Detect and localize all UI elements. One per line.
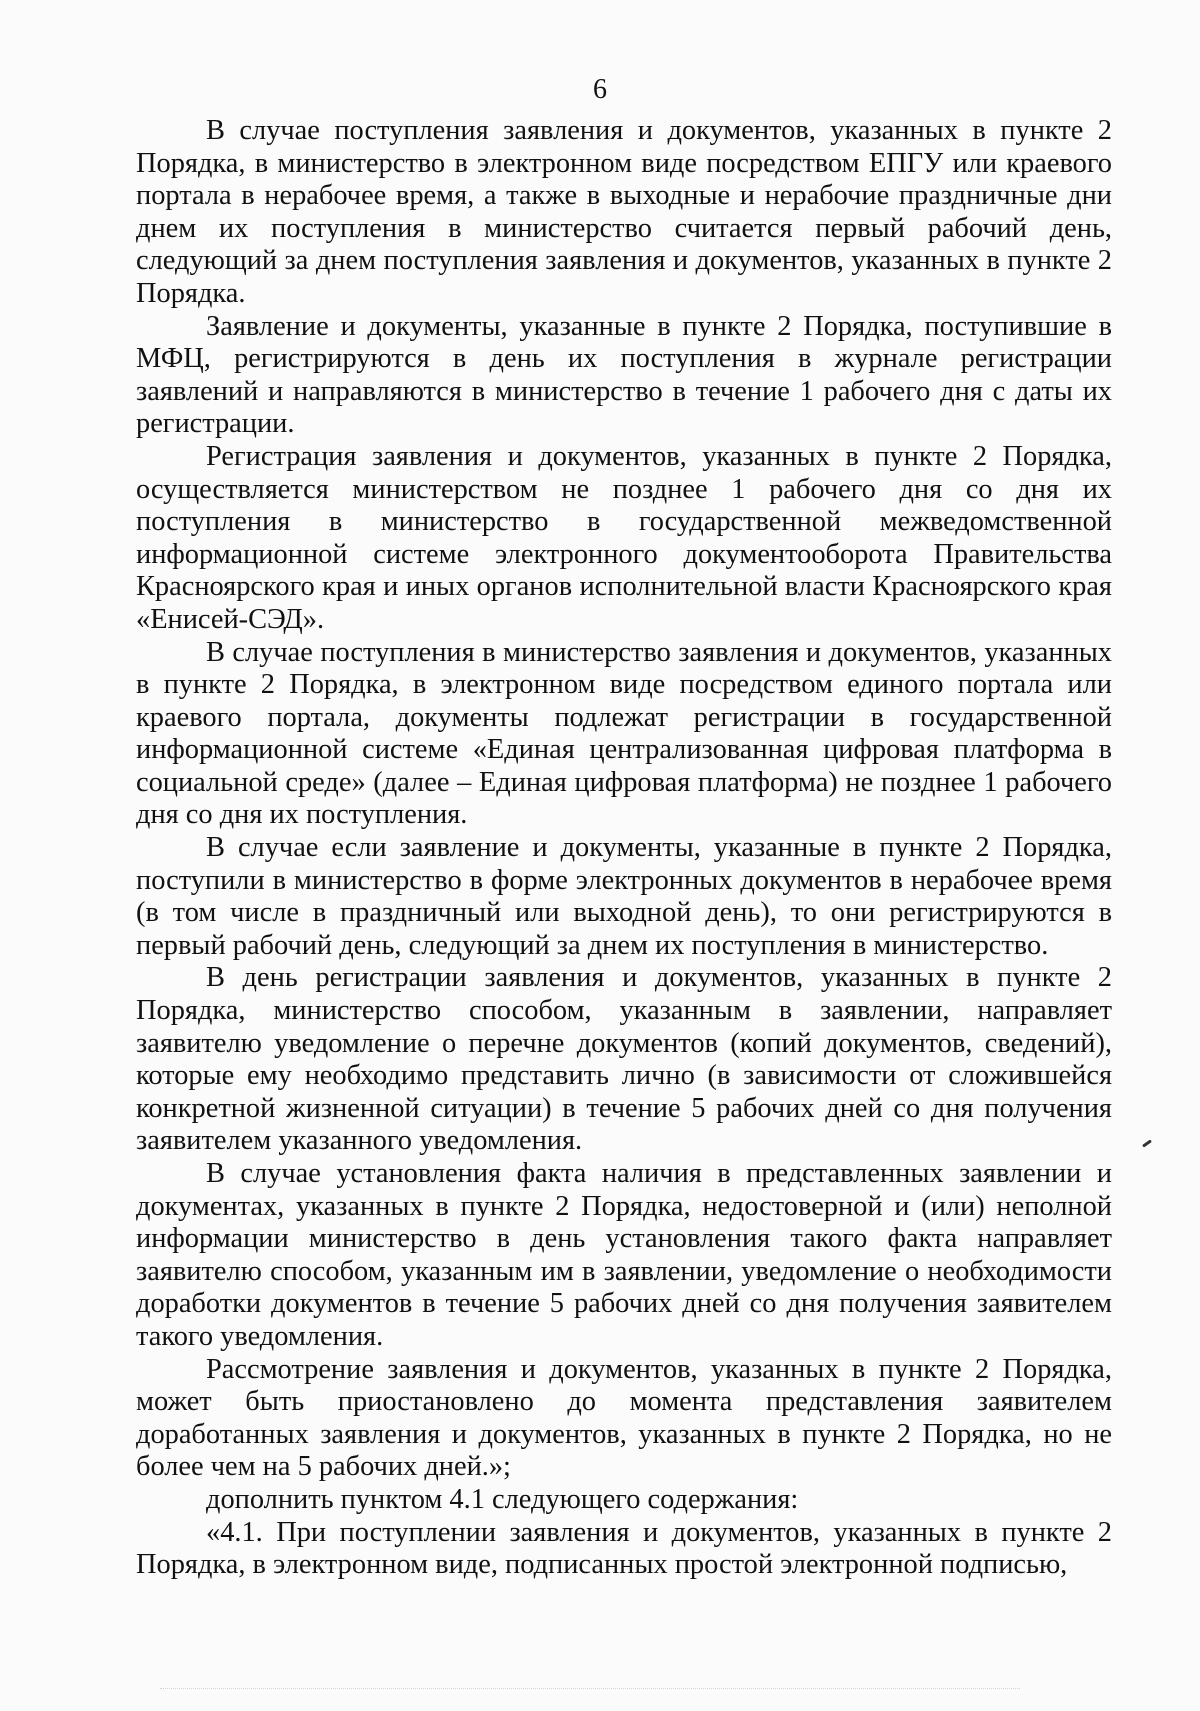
document-body [136,115,1112,1582]
paragraph: В случае поступления в министерство заявления и документов, указанных в пункте 2 Порядка, в электронном виде посредством единого портала или краевого портала, документы подлежат регистрации в государственной информационной системе «Единая централизованная цифровая платформа в социальной среде» (далее – Единая цифровая платформа) не позднее 1 рабочего дня со дня их поступления. [136,636,1112,831]
scan-speck [1142,1139,1152,1147]
paragraph: «4.1. При поступлении заявления и документов, указанных в пункте 2 Порядка, в электронном виде, подписанных простой электронной подписью, [136,1516,1112,1581]
paragraph: дополнить пунктом 4.1 следующего содержания: [206,1483,799,1515]
paragraph: Регистрация заявления и документов, указанных в пункте 2 Порядка, осуществляется министерством не позднее 1 рабочего дня со дня их поступления в министерство в государственной межведомственной информационной системе электронного документооборота Правительства Красноярского края и иных органов исполнительной власти Красноярского края «Енисей-СЭД». [136,440,1112,635]
paragraph: В день регистрации заявления и документов, указанных в пункте 2 Порядка, министерство способом, указанным в заявлении, направляет заявителю уведомление о перечне документов (копий документов, сведений), которые ему необходимо представить лично (в зависимости от сложившейся конкретной жизненной ситуации) в течение 5 рабочих дней со дня получения заявителем указанного уведомления. [136,962,1112,1157]
paragraph: Заявление и документы, указанные в пункте 2 Порядка, поступившие в МФЦ, регистрируются в день их поступления в журнале регистрации заявлений и направляются в министерство в течение 1 рабочего дня с даты их регистрации. [136,310,1112,440]
page-number: 6 [593,74,607,105]
paragraph: В случае поступления заявления и документов, указанных в пункте 2 Порядка, в министерство в электронном виде посредством ЕПГУ или краевого портала в нерабочее время, а также в выходные и нерабочие праздничные дни днем их поступления в министерство считается первый рабочий день, следующий за днем поступления заявления и документов, указанных в пункте 2 Порядка. [136,115,1112,309]
paragraph: В случае если заявление и документы, указанные в пункте 2 Порядка, поступили в министерство в форме электронных документов в нерабочее время (в том числе в праздничный или выходной день), то они регистрируются в первый рабочий день, следующий за днем их поступления в министерство. [136,832,1112,961]
scan-bottom-edge [160,1688,1020,1691]
paragraph: В случае установления факта наличия в представленных заявлении и документах, указанных в пункте 2 Порядка, недостоверной и (или) неполной информации министерство в день установления такого факта направляет заявителю способом, указанным им в заявлении, уведомление о необходимости доработки документов в течение 5 рабочих дней со дня получения заявителем такого уведомления. [136,1158,1112,1352]
paragraph: Рассмотрение заявления и документов, указанных в пункте 2 Порядка, может быть приостановлено до момента представления заявителем доработанных заявления и документов, указанных в пункте 2 Порядка, но не более чем на 5 рабочих дней.»; [136,1353,1112,1483]
